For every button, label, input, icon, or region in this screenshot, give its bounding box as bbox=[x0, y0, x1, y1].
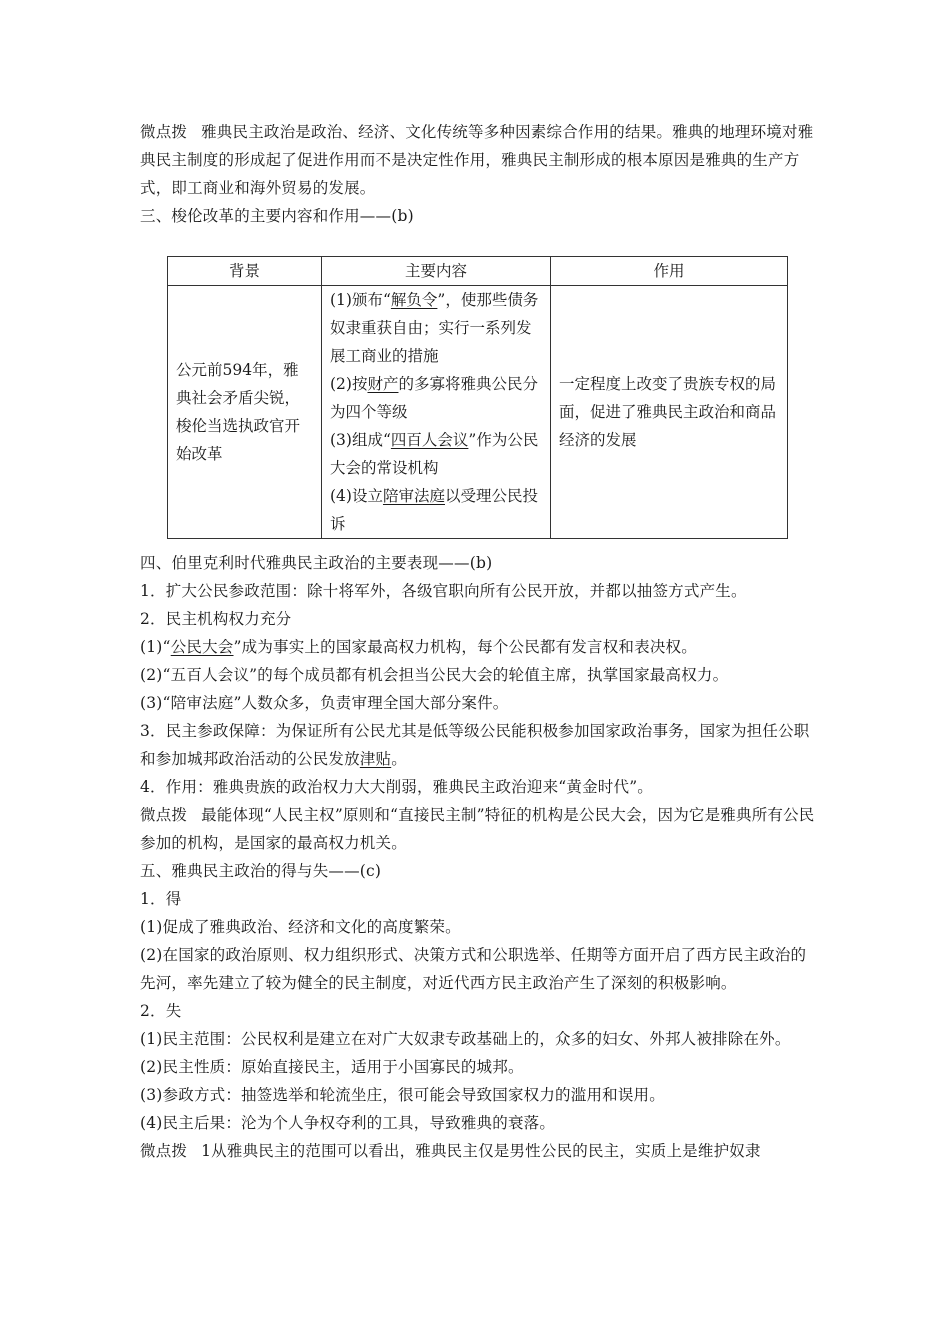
table-header-cell: 作用 bbox=[551, 257, 788, 286]
list-item: (1)促成了雅典政治、经济和文化的高度繁荣。 bbox=[140, 918, 461, 936]
list-item: (2)在国家的政治原则、权力组织形式、决策方式和公职选举、任期等方面开启了西方民主政治的先河，率先建立了较为健全的民主制度，对近代西方民主政治产生了深刻的积极影响。 bbox=[140, 946, 807, 992]
list-item: 3．民主参政保障：为保证所有公民尤其是低等级公民能积极参加国家政治事务，国家为担任公职和参加城邦政治活动的公民发放津贴。 bbox=[140, 722, 810, 768]
content-item: (3)组成“四百人会议”作为公民大会的常设机构 bbox=[330, 431, 539, 477]
content-item: (1)颁布“解负令”，使那些债务奴隶重获自由；实行一系列发展工商业的措施 bbox=[330, 291, 539, 365]
tip-paragraph-1 bbox=[140, 118, 820, 202]
table-row bbox=[168, 286, 788, 539]
section-heading-3: 三、梭伦改革的主要内容和作用——(b) bbox=[140, 207, 414, 225]
tip-label: 微点拨 bbox=[140, 1142, 188, 1160]
tip-paragraph-3 bbox=[140, 1137, 820, 1165]
solon-reform-table bbox=[167, 256, 788, 539]
content-item: (4)设立陪审法庭以受理公民投诉 bbox=[330, 487, 538, 533]
list-item: 1．扩大公民参政范围：除十将军外，各级官职向所有公民开放，并都以抽签方式产生。 bbox=[140, 582, 747, 600]
list-item: 4．作用：雅典贵族的政治权力大大削弱，雅典民主政治迎来“黄金时代”。 bbox=[140, 778, 654, 796]
table-header-cell: 主要内容 bbox=[322, 257, 551, 286]
background-cell: 公元前594年，雅典社会矛盾尖锐，梭伦当选执政官开始改革 bbox=[168, 286, 322, 539]
list-item: (2)“五百人会议”的每个成员都有机会担当公民大会的轮值主席，执掌国家最高权力。 bbox=[140, 666, 729, 684]
table-header-cell: 背景 bbox=[168, 257, 322, 286]
tip-number: 1 bbox=[201, 1142, 212, 1160]
list-item: 2．失 bbox=[140, 1002, 182, 1020]
table-header-row bbox=[168, 257, 788, 286]
list-item: (3)参政方式：抽签选举和轮流坐庄，很可能会导致国家权力的滥用和误用。 bbox=[140, 1086, 665, 1104]
section-heading-5: 五、雅典民主政治的得与失——(c) bbox=[140, 862, 382, 880]
tip-paragraph-2 bbox=[140, 801, 820, 857]
list-item: (4)民主后果：沦为个人争权夺利的工具，导致雅典的衰落。 bbox=[140, 1114, 556, 1132]
effect-cell: 一定程度上改变了贵族专权的局面，促进了雅典民主政治和商品经济的发展 bbox=[551, 286, 788, 539]
document-page bbox=[140, 118, 820, 1165]
list-item: 2．民主机构权力充分 bbox=[140, 610, 292, 628]
list-item: 1．得 bbox=[140, 890, 182, 908]
content-item: (2)按财产的多寡将雅典公民分为四个等级 bbox=[330, 375, 538, 421]
tip-label: 微点拨 bbox=[140, 123, 188, 141]
list-item: (1)“公民大会”成为事实上的国家最高权力机构，每个公民都有发言权和表决权。 bbox=[140, 638, 697, 656]
list-item: (3)“陪审法庭”人数众多，负责审理全国大部分案件。 bbox=[140, 694, 509, 712]
list-item: (2)民主性质：原始直接民主，适用于小国寡民的城邦。 bbox=[140, 1058, 524, 1076]
tip-label: 微点拨 bbox=[140, 806, 188, 824]
list-item: (1)民主范围：公民权利是建立在对广大奴隶专政基础上的，众多的妇女、外邦人被排除在外。 bbox=[140, 1030, 791, 1048]
tip-text: 从雅典民主的范围可以看出，雅典民主仅是男性公民的民主，实质上是维护奴隶 bbox=[211, 1142, 761, 1160]
tip-text: 雅典民主政治是政治、经济、文化传统等多种因素综合作用的结果。雅典的地理环境对雅典民主制度的形成起了促进作用而不是决定性作用，雅典民主制形成的根本原因是雅典的生产方式，即工商业和海外贸易的发展。 bbox=[140, 123, 814, 197]
content-cell bbox=[322, 286, 551, 539]
tip-text: 最能体现“人民主权”原则和“直接民主制”特征的机构是公民大会，因为它是雅典所有公民参加的机构，是国家的最高权力机关。 bbox=[140, 806, 815, 852]
section-heading-4: 四、伯里克利时代雅典民主政治的主要表现——(b) bbox=[140, 554, 493, 572]
